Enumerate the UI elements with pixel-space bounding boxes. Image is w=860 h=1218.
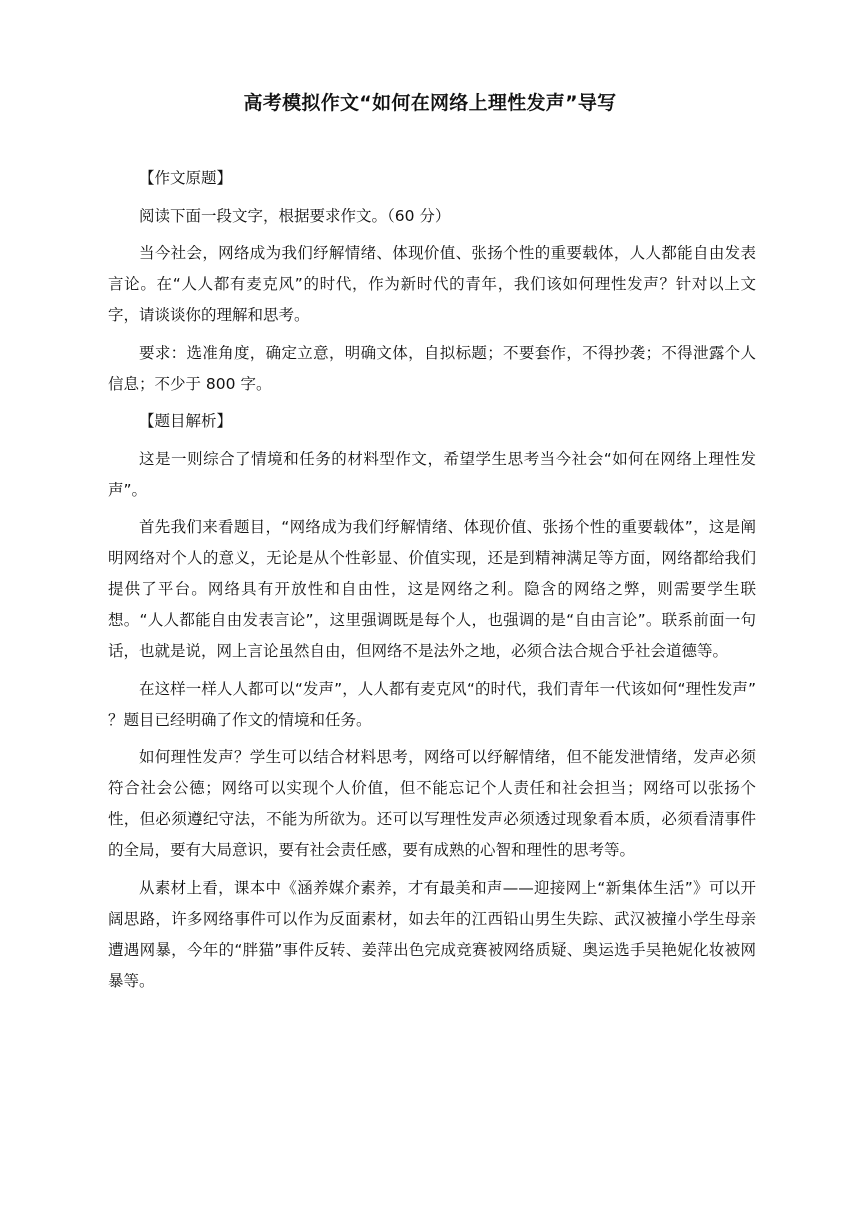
paragraph: 在这样一样人人都可以“发声”，人人都有麦克风“的时代，我们青年一代该如何“理性发声” ？题目已经明确了作文的情境和任务。 [108, 679, 756, 729]
paragraph: 当今社会，网络成为我们纾解情绪、体现价值、张扬个性的重要载体，人人都能自由发表言论。在“人人都有麦克风”的时代，作为新时代的青年，我们该如何理性发声？针对以上文字，请谈谈你的理解和思考。 [108, 244, 756, 324]
paragraph: 这是一则综合了情境和任务的材料型作文，希望学生思考当今社会“如何在网络上理性发声”。 [108, 449, 756, 499]
section-heading-original-question: 【作文原题】 [139, 169, 233, 187]
section-heading-analysis: 【题目解析】 [139, 412, 233, 430]
document-body [108, 163, 756, 1003]
paragraph: 如何理性发声？学生可以结合材料思考，网络可以纾解情绪，但不能发泄情绪，发声必须符合社会公德；网络可以实现个人价值，但不能忘记个人责任和社会担当；网络可以张扬个性，但必须遵纪守法，不能为所欲为。还可以写理性发声必须透过现象看本质，必须看清事件的全局，要有大局意识，要有社会责任感，要有成熟的心智和理性的思考等。 [108, 748, 756, 859]
paragraph: 要求：选准角度，确定立意，明确文体，自拟标题；不要套作，不得抄袭；不得泄露个人 信息；不少于 800 字。 [108, 343, 756, 393]
paragraph: 首先我们来看题目，“网络成为我们纾解情绪、体现价值、张扬个性的重要载体”，这是阐明网络对个人的意义，无论是从个性彰显、价值实现，还是到精神满足等方面，网络都给我们提供了平台。网络具有开放性和自由性，这是网络之利。隐含的网络之弊，则需要学生联想。“人人都能自由发表言论”，这里强调既是每个人，也强调的是“自由言论”。联系前面一句话，也就是说，网上言论虽然自由，但网络不是法外之地，必须合法合规合乎社会道德等。 [108, 518, 756, 660]
paragraph: 从素材上看，课本中《涵养媒介素养，才有最美和声——迎接网上“新集体生活”》可以开阔思路，许多网络事件可以作为反面素材，如去年的江西铅山男生失踪、武汉被撞小学生母亲遭遇网暴，今年的“胖猫”事件反转、姜萍出色完成竞赛被网络质疑、奥运选手吴艳妮化妆被网暴等。 [108, 878, 756, 990]
paragraph: 阅读下面一段文字，根据要求作文。（60 分） [139, 206, 451, 225]
document-title: 高考模拟作文“如何在网络上理性发声”导写 [243, 92, 617, 114]
